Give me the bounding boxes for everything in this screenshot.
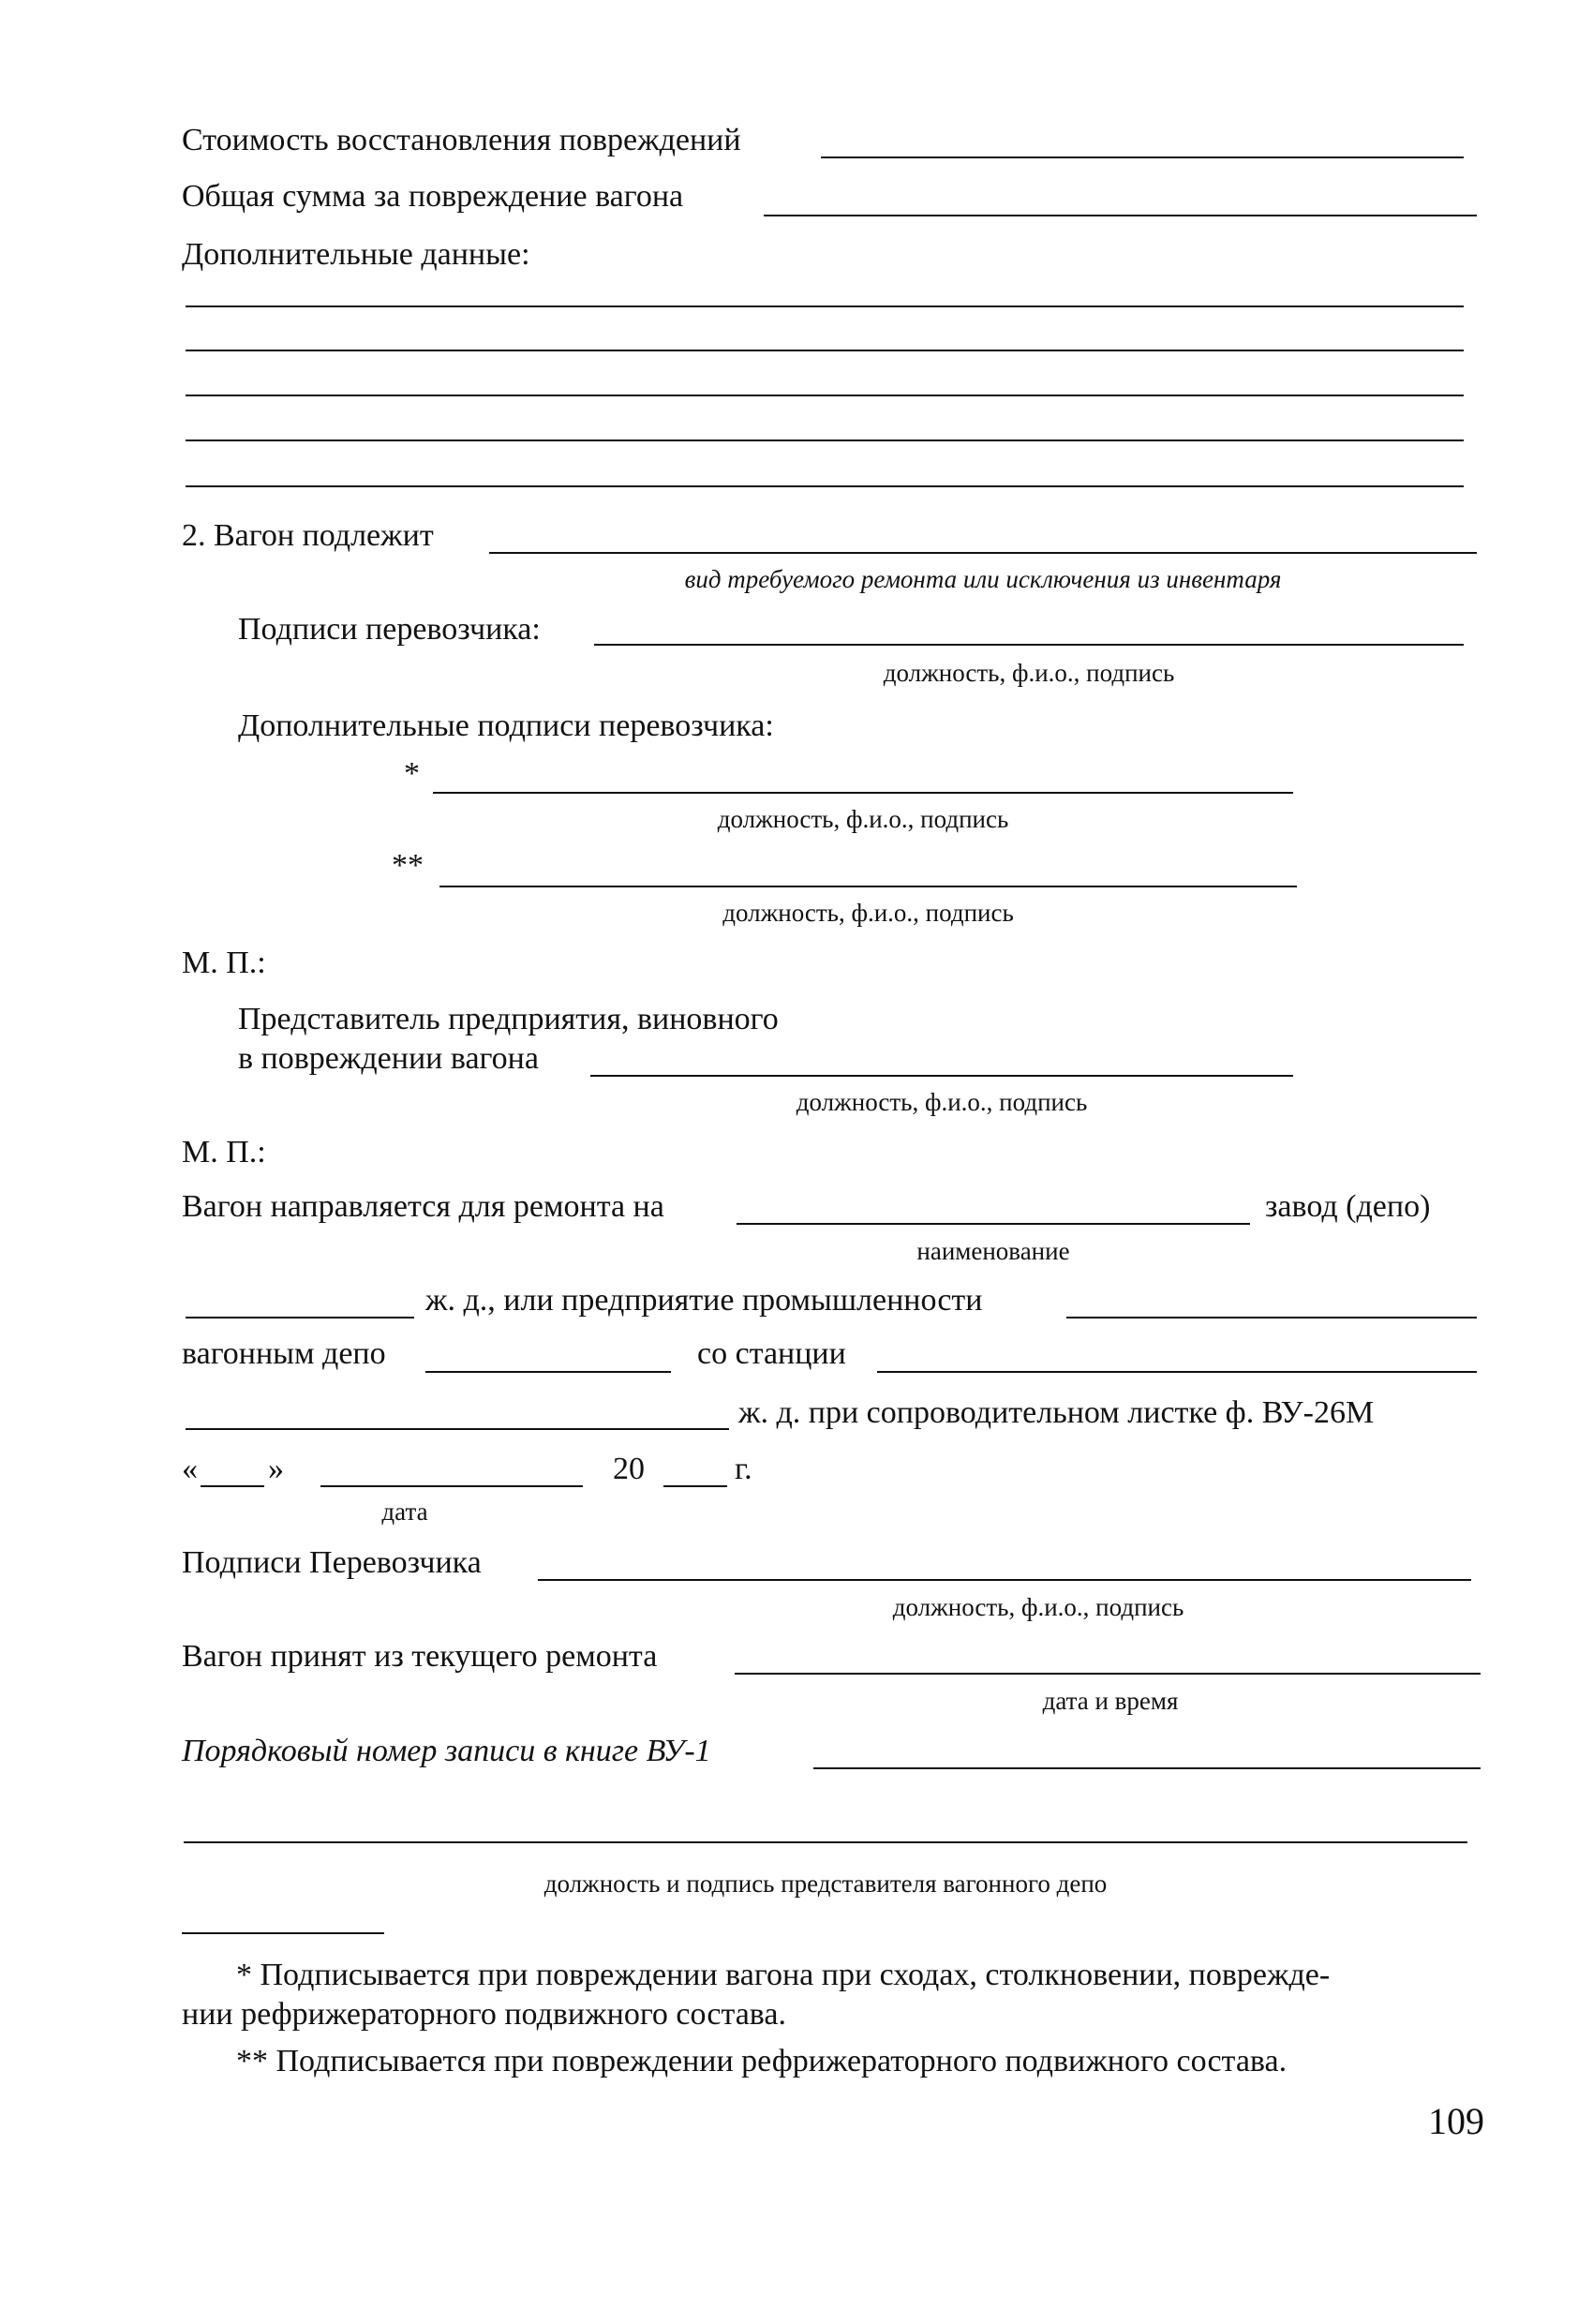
plant-depot-label: завод (депо) bbox=[1265, 1189, 1431, 1224]
record-number-label: Порядковый номер записи в книге ВУ-1 bbox=[182, 1734, 711, 1768]
name-caption: наименование bbox=[916, 1237, 1070, 1265]
footnote-1-line-2: нии рефрижераторного подвижного состава. bbox=[182, 1997, 787, 2032]
month-field[interactable] bbox=[320, 1485, 583, 1487]
position-caption: должность, ф.и.о., подпись bbox=[892, 1593, 1184, 1621]
total-sum-field[interactable] bbox=[764, 215, 1477, 216]
carrier-signatures-label-2: Подписи Перевозчика bbox=[182, 1545, 482, 1580]
depot-rep-signature-field[interactable] bbox=[184, 1841, 1467, 1843]
additional-data-label: Дополнительные данные: bbox=[182, 237, 530, 272]
wagon-depot-field[interactable] bbox=[425, 1371, 671, 1373]
additional-data-line[interactable] bbox=[186, 439, 1464, 441]
railway-or-industry-label: ж. д., или предприятие промышленности bbox=[425, 1283, 983, 1318]
repair-type-caption: вид требуемого ремонта или исключения из инвентаря bbox=[684, 565, 1282, 593]
restore-cost-field[interactable] bbox=[821, 156, 1464, 158]
position-caption: должность, ф.и.о., подпись bbox=[796, 1088, 1088, 1116]
footnote-marker-1: * bbox=[404, 756, 420, 791]
stamp-label: М. П.: bbox=[182, 1135, 266, 1169]
repair-type-field[interactable] bbox=[489, 552, 1477, 554]
wagon-depot-label: вагонным депо bbox=[182, 1336, 386, 1371]
accepted-from-repair-label: Вагон принят из текущего ремонта bbox=[182, 1639, 658, 1674]
representative-label-1: Представитель предприятия, виновного bbox=[238, 1002, 779, 1036]
representative-signature-field[interactable] bbox=[590, 1075, 1293, 1077]
footnote-separator bbox=[182, 1932, 384, 1934]
year-suffix: г. bbox=[735, 1452, 752, 1486]
sent-for-repair-label: Вагон направляется для ремонта на bbox=[182, 1189, 664, 1224]
extra-signature-field-1[interactable] bbox=[433, 792, 1293, 794]
record-number-field[interactable] bbox=[813, 1767, 1481, 1769]
total-sum-label: Общая сумма за повреждение вагона bbox=[182, 179, 684, 214]
plant-name-field[interactable] bbox=[737, 1223, 1250, 1225]
footnote-marker-2: ** bbox=[392, 848, 424, 883]
quote-close: » bbox=[268, 1452, 284, 1486]
year-prefix: 20 bbox=[613, 1452, 645, 1486]
representative-label-2: в повреждении вагона bbox=[238, 1041, 539, 1076]
date-caption: дата bbox=[381, 1497, 428, 1526]
depot-rep-caption: должность и подпись представителя вагонного депо bbox=[543, 1870, 1108, 1898]
date-time-caption: дата и время bbox=[1042, 1687, 1179, 1715]
position-caption: должность, ф.и.о., подпись bbox=[717, 805, 1009, 833]
carrier-signatures-label: Подписи перевозчика: bbox=[238, 612, 541, 647]
quote-open: « bbox=[182, 1452, 198, 1486]
year-field[interactable] bbox=[663, 1485, 727, 1487]
additional-data-line[interactable] bbox=[186, 395, 1464, 396]
footnote-2: ** Подписывается при повреждении рефрижераторного подвижного состава. bbox=[236, 2044, 1288, 2078]
day-field[interactable] bbox=[201, 1485, 264, 1487]
railway-field-2[interactable] bbox=[186, 1428, 729, 1430]
additional-data-line[interactable] bbox=[186, 350, 1464, 351]
additional-data-line[interactable] bbox=[186, 305, 1464, 307]
station-field[interactable] bbox=[877, 1371, 1477, 1373]
position-caption: должность, ф.и.о., подпись bbox=[883, 659, 1175, 687]
railway-field[interactable] bbox=[186, 1317, 414, 1318]
extra-signatures-label: Дополнительные подписи перевозчика: bbox=[238, 708, 774, 743]
carrier-signature-field-2[interactable] bbox=[538, 1579, 1471, 1581]
restore-cost-label: Стоимость восстановления повреждений bbox=[182, 123, 741, 157]
position-caption: должность, ф.и.о., подпись bbox=[722, 899, 1014, 927]
additional-data-line[interactable] bbox=[186, 485, 1464, 487]
wagon-subject-label: 2. Вагон подлежит bbox=[182, 518, 434, 553]
carrier-signature-field[interactable] bbox=[594, 644, 1464, 646]
footnote-1-line-1: * Подписывается при повреждении вагона при сходах, столкновении, поврежде- bbox=[236, 1958, 1331, 1992]
industry-field[interactable] bbox=[1066, 1317, 1477, 1318]
page-number: 109 bbox=[1428, 2100, 1484, 2142]
accepted-datetime-field[interactable] bbox=[735, 1673, 1481, 1675]
stamp-label: М. П.: bbox=[182, 946, 266, 980]
with-sheet-label: ж. д. при сопроводительном листке ф. ВУ-26М bbox=[738, 1395, 1375, 1430]
extra-signature-field-2[interactable] bbox=[439, 886, 1297, 887]
from-station-label: со станции bbox=[697, 1336, 846, 1371]
